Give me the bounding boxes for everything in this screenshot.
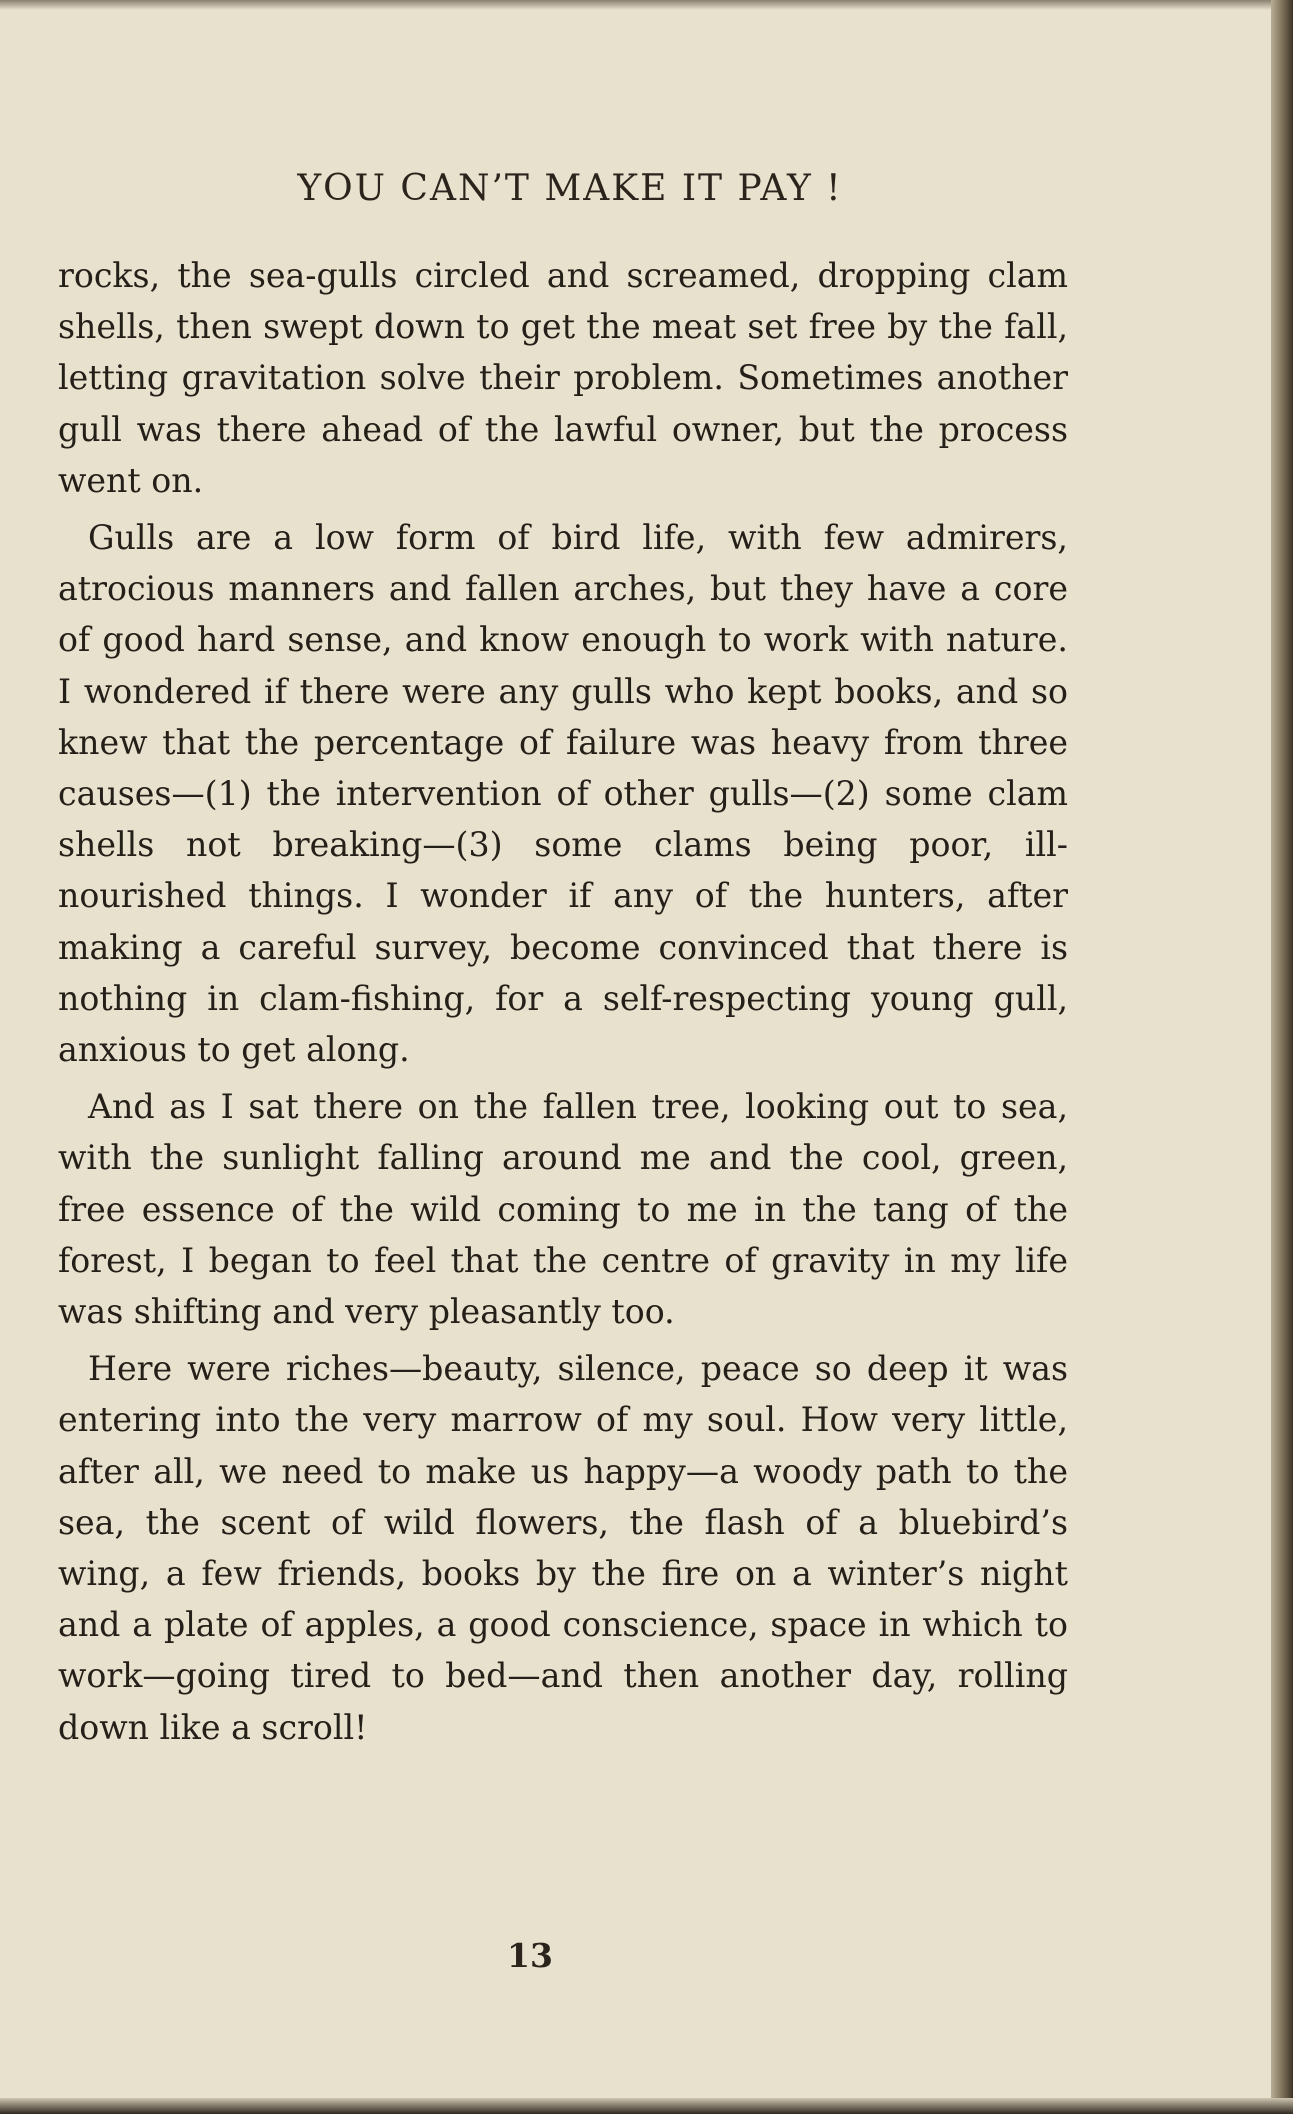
body-text (58, 250, 1068, 1759)
page-top-shadow (0, 0, 1293, 10)
running-header: YOU CAN’T MAKE IT PAY ! (297, 168, 843, 209)
paragraph-continuation: rocks, the sea-gulls circled and screamed, dropping clam shells, then swept down to get the meat set free by the fall, letting gravitation solve their problem. Sometimes another gull was there ahead of the lawful owner, but the process went on. (58, 256, 1068, 500)
paragraph-riches: Here were riches—beauty, silence, peace so deep it was entering into the very marrow of my soul. How very little, after all, we need to make us happy—a woody path to the sea, the scent of wild flowers, the flash of a bluebird’s wing, a few friends, books by the fire on a winter’s night and a plate of apples, a good conscience, space in which to work—going tired to bed—and then another day, rolling down like a scroll! (58, 1349, 1068, 1747)
paragraph-fallen-tree: And as I sat there on the fallen tree, looking out to sea, with the sunlight falling around me and the cool, green, free essence of the wild coming to me in the tang of the forest, I began to feel that the centre of gravity in my life was shifting and very pleasantly too. (58, 1087, 1068, 1332)
paragraph-gulls: Gulls are a low form of bird life, with few admirers, atrocious manners and fallen arches, but they have a core of good hard sense, and know enough to work with nature. I wondered if there were any gulls who kept books, and so knew that the percentage of failure was heavy from three causes—(1) the intervention of other gulls—(2) some clam shells not breaking—(3) some clams being poor, ill-nourished things. I wonder if any of the hunters, after making a careful survey, become convinced that there is nothing in clam-fishing, for a self-respecting young gull, anxious to get along. (58, 518, 1068, 1070)
page-number: 13 (507, 1936, 553, 1975)
page-bottom-edge (0, 2098, 1293, 2114)
page-right-edge (1271, 0, 1293, 2114)
